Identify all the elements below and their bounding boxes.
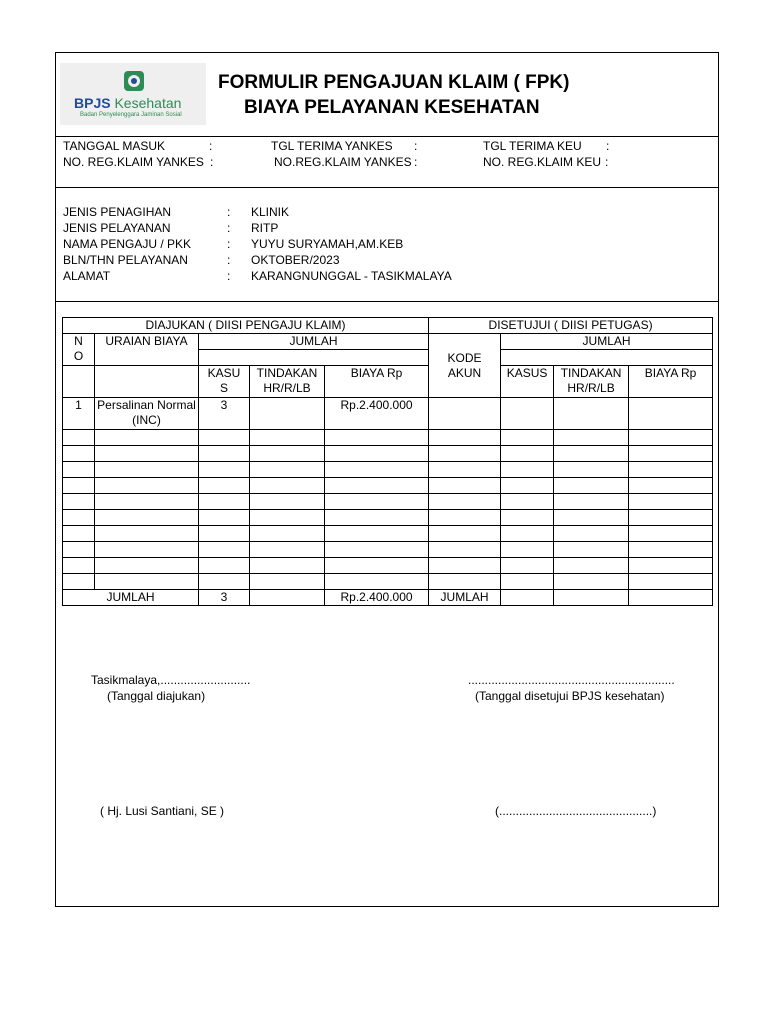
table-row (63, 478, 713, 494)
total-label-right: JUMLAH (429, 590, 501, 606)
bln-thn-pelayanan-label: BLN/THN PELAYANAN (63, 253, 188, 267)
table-row (63, 430, 713, 446)
empty-cell (629, 462, 713, 478)
logo-text (74, 95, 181, 111)
tindakan-header-left: TINDAKAN HR/R/LB (250, 366, 325, 398)
empty-cell (95, 510, 199, 526)
empty-cell (554, 494, 629, 510)
no-reg-klaim-keu-label: NO. REG.KLAIM KEU (483, 155, 602, 169)
empty-cell (199, 574, 250, 590)
empty-cell (325, 446, 429, 462)
empty-cell (554, 478, 629, 494)
empty-cell (429, 558, 501, 574)
table-row (63, 398, 713, 430)
empty-cell (63, 462, 95, 478)
empty-cell (429, 462, 501, 478)
table-header-row (63, 366, 713, 398)
empty-cell (250, 542, 325, 558)
bpjs-logo (60, 63, 206, 125)
table-total-row (63, 590, 713, 606)
bpjs-logo-icon (122, 69, 146, 93)
table-header-row (63, 318, 713, 334)
empty-cell (325, 526, 429, 542)
empty-cell (501, 510, 554, 526)
table-row (63, 542, 713, 558)
empty-cell (554, 590, 629, 606)
empty-cell (95, 558, 199, 574)
empty-cell (63, 446, 95, 462)
nama-pengaju-value: YUYU SURYAMAH,AM.KEB (251, 237, 404, 251)
empty-cell (250, 510, 325, 526)
empty-cell (429, 398, 501, 430)
colon: : (227, 253, 231, 267)
jenis-penagihan-label: JENIS PENAGIHAN (63, 205, 172, 219)
empty-cell (95, 494, 199, 510)
empty-cell (325, 558, 429, 574)
divider (56, 301, 718, 302)
empty-cell (95, 542, 199, 558)
alamat-value: KARANGNUNGGAL - TASIKMALAYA (251, 269, 452, 283)
divider (56, 187, 718, 188)
empty-cell (250, 446, 325, 462)
divider (56, 136, 718, 137)
empty-cell (629, 574, 713, 590)
empty-cell (501, 590, 554, 606)
colon: : (414, 155, 418, 169)
empty-cell (325, 574, 429, 590)
empty-cell (501, 446, 554, 462)
empty-cell (199, 526, 250, 542)
empty-cell (63, 542, 95, 558)
no-reg-klaim-yankes-label: NO. REG.KLAIM YANKES (63, 155, 204, 169)
empty-cell (95, 462, 199, 478)
colon: : (227, 269, 231, 283)
empty-cell (501, 574, 554, 590)
empty-cell (63, 558, 95, 574)
empty-cell (429, 542, 501, 558)
place-date: Tasikmalaya,........................... (91, 673, 251, 687)
diajukan-header: DIAJUKAN ( DIISI PENGAJU KLAIM) (63, 318, 429, 334)
disetujui-header: DISETUJUI ( DIISI PETUGAS) (429, 318, 713, 334)
empty-cell (429, 526, 501, 542)
empty-cell (95, 526, 199, 542)
jenis-pelayanan-label: JENIS PELAYANAN (63, 221, 171, 235)
empty-cell (199, 446, 250, 462)
table-row (63, 526, 713, 542)
table-row (63, 462, 713, 478)
empty-cell (501, 494, 554, 510)
biaya-header-right: BIAYA Rp (629, 366, 713, 398)
approval-date-line: .............................................................. (468, 673, 675, 687)
colon: : (605, 155, 609, 169)
form-subtitle: BIAYA PELAYANAN KESEHATAN (244, 97, 540, 118)
biaya-header-left: BIAYA Rp (325, 366, 429, 398)
colon: : (606, 139, 610, 153)
empty-cell (325, 494, 429, 510)
empty-cell (63, 430, 95, 446)
empty-cell (199, 558, 250, 574)
place-date-caption: (Tanggal diajukan) (107, 689, 206, 703)
empty-cell (554, 526, 629, 542)
empty-cell (250, 430, 325, 446)
empty-cell (199, 462, 250, 478)
claim-table (62, 317, 713, 606)
empty-cell (501, 350, 713, 366)
empty-cell (629, 558, 713, 574)
empty-cell (429, 478, 501, 494)
row-no: 1 (63, 398, 95, 430)
total-biaya: Rp.2.400.000 (325, 590, 429, 606)
empty-cell (554, 398, 629, 430)
empty-cell (63, 510, 95, 526)
empty-cell (199, 478, 250, 494)
bln-thn-pelayanan-value: OKTOBER/2023 (251, 253, 340, 267)
empty-cell (250, 462, 325, 478)
empty-cell (95, 574, 199, 590)
total-label: JUMLAH (63, 590, 199, 606)
empty-cell (95, 366, 199, 398)
empty-cell (554, 510, 629, 526)
empty-cell (95, 478, 199, 494)
row-biaya: Rp.2.400.000 (325, 398, 429, 430)
empty-cell (429, 430, 501, 446)
empty-cell (429, 574, 501, 590)
empty-cell (429, 494, 501, 510)
noreg-klaim-yankes-label: NO.REG.KLAIM YANKES (274, 155, 412, 169)
empty-cell (554, 574, 629, 590)
row-kasus: 3 (199, 398, 250, 430)
empty-cell (199, 510, 250, 526)
empty-cell (629, 398, 713, 430)
jumlah-header-left: JUMLAH (199, 334, 429, 350)
table-row (63, 558, 713, 574)
table-row (63, 446, 713, 462)
empty-cell (429, 446, 501, 462)
empty-cell (325, 478, 429, 494)
logo-subtitle: Badan Penyelenggara Jaminan Sosial (80, 112, 182, 118)
signer-left: ( Hj. Lusi Santiani, SE ) (100, 804, 225, 818)
empty-cell (63, 574, 95, 590)
empty-cell (250, 478, 325, 494)
empty-cell (63, 366, 95, 398)
jenis-penagihan-value: KLINIK (251, 205, 290, 219)
empty-cell (629, 478, 713, 494)
empty-cell (554, 558, 629, 574)
kasus-header-left: KASU S (199, 366, 250, 398)
empty-cell (554, 542, 629, 558)
empty-cell (501, 398, 554, 430)
signer-right: (..............................................) (495, 804, 657, 818)
tgl-terima-yankes-label: TGL TERIMA YANKES (271, 139, 393, 153)
colon: : (210, 155, 214, 169)
tindakan-header-right: TINDAKAN HR/R/LB (554, 366, 629, 398)
no-header: N O (63, 334, 95, 366)
empty-cell (250, 558, 325, 574)
empty-cell (199, 494, 250, 510)
tgl-terima-keu-label: TGL TERIMA KEU (483, 139, 582, 153)
empty-cell (429, 510, 501, 526)
kode-akun-header: KODE AKUN (429, 334, 501, 398)
colon: : (227, 205, 231, 219)
nama-pengaju-label: NAMA PENGAJU / PKK (63, 237, 192, 251)
empty-cell (95, 430, 199, 446)
empty-cell (554, 462, 629, 478)
empty-cell (199, 430, 250, 446)
empty-cell (501, 542, 554, 558)
empty-cell (95, 446, 199, 462)
logo-text-kesehatan: Kesehatan (114, 95, 182, 111)
logo-text-bpjs: BPJS (74, 95, 111, 111)
empty-cell (250, 574, 325, 590)
colon: : (209, 139, 213, 153)
approval-date-caption: (Tanggal disetujui BPJS kesehatan) (475, 689, 665, 703)
empty-cell (250, 590, 325, 606)
colon: : (414, 139, 418, 153)
empty-cell (629, 542, 713, 558)
empty-cell (250, 526, 325, 542)
row-tindakan (250, 398, 325, 430)
jenis-pelayanan-value: RITP (251, 221, 279, 235)
table-row (63, 510, 713, 526)
empty-cell (629, 526, 713, 542)
empty-cell (629, 446, 713, 462)
empty-cell (325, 462, 429, 478)
empty-cell (199, 350, 429, 366)
empty-cell (629, 430, 713, 446)
uraian-header: URAIAN BIAYA (95, 334, 199, 366)
empty-cell (501, 478, 554, 494)
empty-cell (199, 542, 250, 558)
empty-cell (554, 430, 629, 446)
empty-cell (629, 590, 713, 606)
empty-cell (629, 494, 713, 510)
table-header-row (63, 334, 713, 350)
tanggal-masuk-label: TANGGAL MASUK (63, 139, 166, 153)
colon: : (227, 237, 231, 251)
empty-cell (250, 494, 325, 510)
empty-cell (63, 526, 95, 542)
empty-cell (629, 510, 713, 526)
kasus-header-right: KASUS (501, 366, 554, 398)
empty-cell (554, 446, 629, 462)
empty-cell (325, 430, 429, 446)
jumlah-header-right: JUMLAH (501, 334, 713, 350)
empty-cell (501, 526, 554, 542)
table-row (63, 574, 713, 590)
alamat-label: ALAMAT (63, 269, 111, 283)
colon: : (227, 221, 231, 235)
empty-cell (63, 478, 95, 494)
empty-cell (501, 462, 554, 478)
empty-cell (501, 558, 554, 574)
empty-cell (325, 510, 429, 526)
form-title: FORMULIR PENGAJUAN KLAIM ( FPK) (218, 72, 570, 93)
row-uraian: Persalinan Normal (INC) (95, 398, 199, 430)
empty-cell (63, 494, 95, 510)
empty-cell (325, 542, 429, 558)
empty-cell (501, 430, 554, 446)
total-kasus: 3 (199, 590, 250, 606)
table-row (63, 494, 713, 510)
